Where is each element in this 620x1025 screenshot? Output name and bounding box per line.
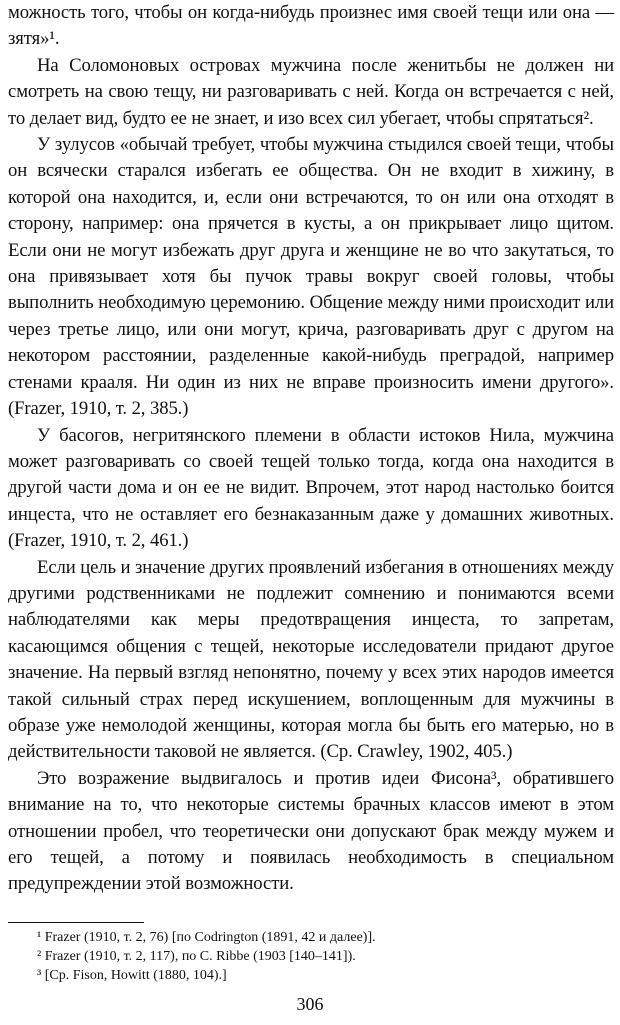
paragraph-zulus: У зулусов «обычай требует, чтобы мужчина стыдился своей тещи, чтобы он всячески старался избегать ее общества. Он не входит в хижину, в которой она находится, и, если они встречаются, то он или она отходят в сторону, например: она прячется в кусты, а он прикрывает лицо щитом. Если они не могут избежать друг друга и женщине не во что закутаться, то она привязывает хотя бы пучок травы вокруг своей головы, чтобы выполнить необходимую церемонию. Общение между ними происходит или через третье лицо, или они могут, крича, разговаривать друг с другом на некотором расстоянии, разделенные какой-нибудь преградой, например стенами крааля. Ни один из них не вправе произносить имени другого». (Frazer, 1910, т. 2, 385.): [8, 134, 614, 420]
paragraph-fison-objection: Это возражение выдвигалось и против идеи Фисона³, обратившего внимание на то, что некоторые системы брачных классов имеют в этом отношении пробел, что теоретически они допускают брак между мужем и его тещей, а потому и появилась необходимость в специальном предупреждении этой возможности.: [8, 767, 614, 895]
paragraph-continuation: можность того, чтобы он когда-нибудь произнес имя своей тещи или она — зятя»¹.: [8, 2, 614, 50]
footnote-divider: [8, 922, 144, 923]
footnote-3: ³ [Ср. Fison, Howitt (1880, 104).]: [37, 968, 227, 983]
paragraph-solomon-islands: На Соломоновых островах мужчина после женитьбы не должен ни смотреть на свою тещу, ни разговаривать с ней. Когда он встречается с ней, то делает вид, будто ее не знает, и изо всех сил убегает, чтобы спрятаться².: [8, 54, 614, 129]
footnote-2: ² Frazer (1910, т. 2, 117), по C. Ribbe (1903 [140–141]).: [37, 949, 356, 964]
body-text: [8, 0, 614, 898]
paragraph-basoga: У басогов, негритянского племени в области истоков Нила, мужчина может разговаривать со своей тещей только тогда, когда она находится в другой части дома и он ее не видит. Впрочем, этот народ настолько боится инцеста, что не оставляет его безнаказанным даже у домашних животных. (Frazer, 1910, т. 2, 461.): [8, 424, 614, 552]
footnote-1: ¹ Frazer (1910, т. 2, 76) [по Codrington (1891, 42 и далее)].: [37, 930, 376, 945]
footnotes: [8, 928, 614, 985]
paragraph-avoidance-meaning: Если цель и значение других проявлений избегания в отношениях между другими родственниками не подлежит сомнению и понимаются всеми наблюдателями как меры предотвращения инцеста, то запретам, касающимся общения с тещей, некоторые исследователи придают другое значение. На первый взгляд непонятно, почему у всех этих народов имеется такой сильный страх перед искушением, воплощенным для мужчины в образе уже немолодой женщины, которая могла бы быть его матерью, но в действительности таковой не является. (Ср. Crawley, 1902, 405.): [8, 556, 614, 763]
page-number: 306: [296, 994, 324, 1014]
